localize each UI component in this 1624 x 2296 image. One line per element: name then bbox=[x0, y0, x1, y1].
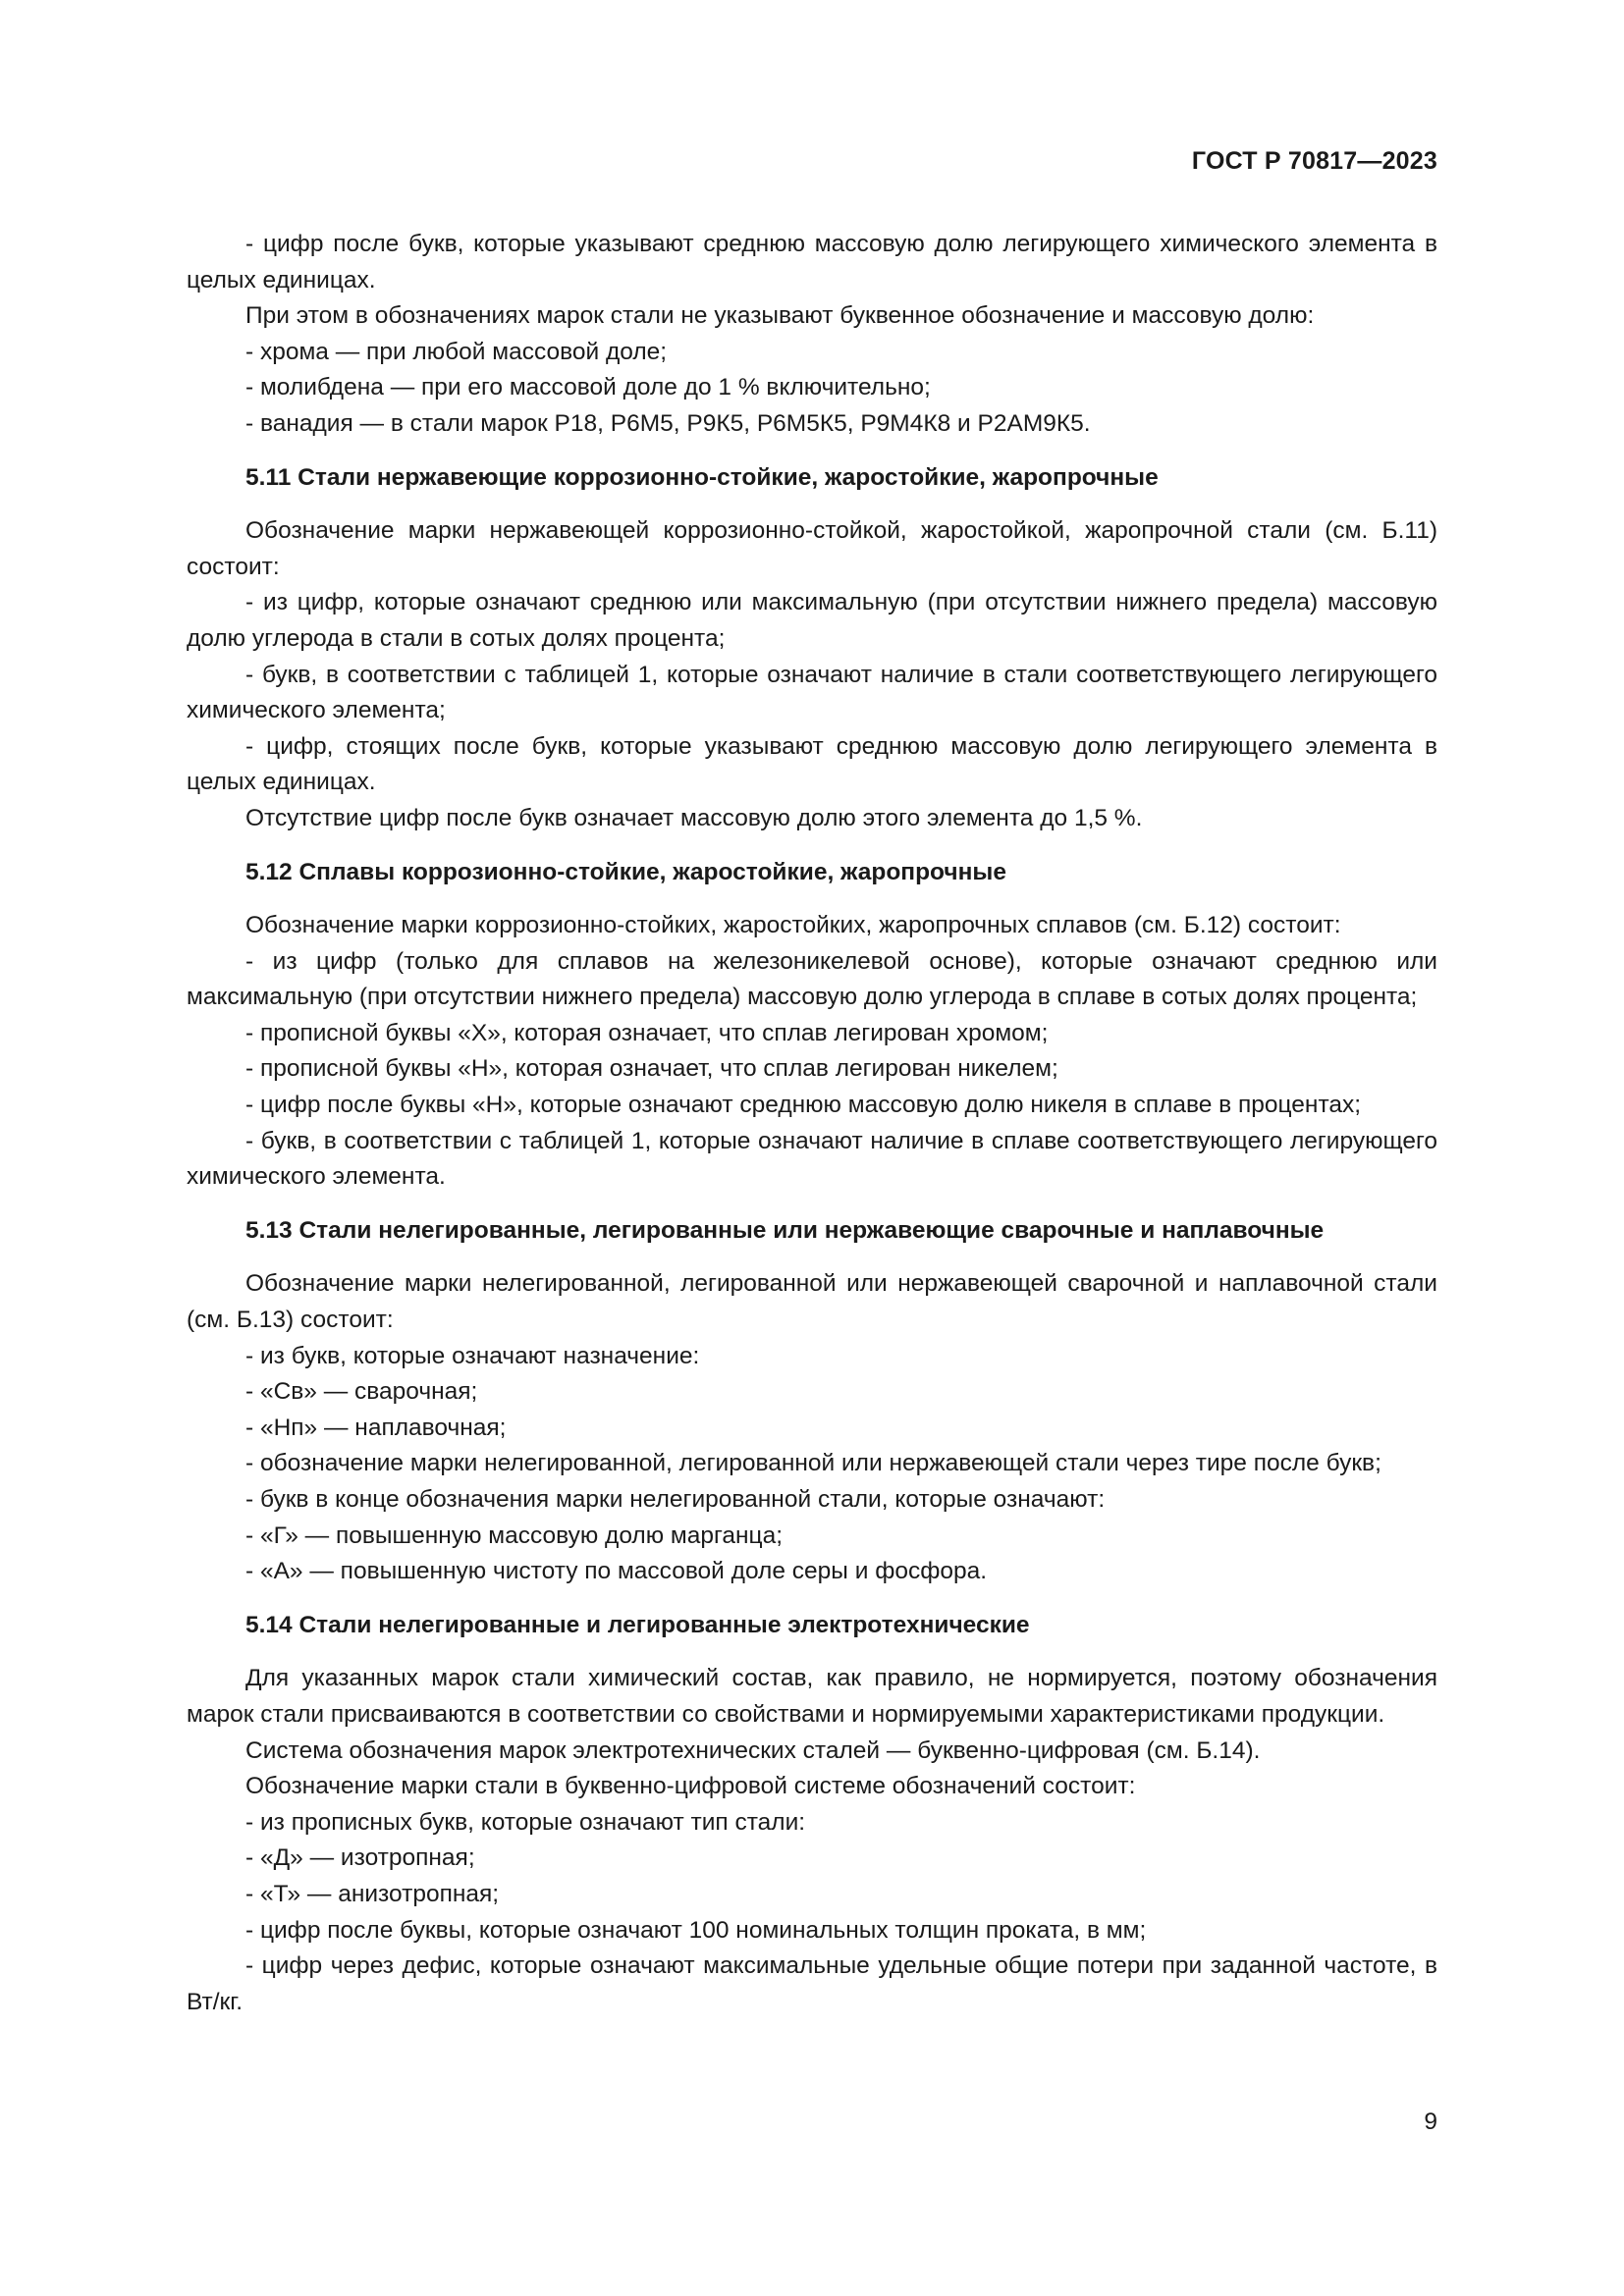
paragraph: - цифр после букв, которые указывают среднюю массовую долю легирующего химического элемента в целых единицах. bbox=[187, 231, 1437, 294]
paragraph: - букв в конце обозначения марки нелегированной стали, которые означают: bbox=[245, 1486, 1106, 1513]
paragraph: - «Д» — изотропная; bbox=[245, 1844, 475, 1872]
document-header-id: ГОСТ Р 70817—2023 bbox=[1191, 147, 1437, 175]
paragraph: - прописной буквы «Н», которая означает, что сплав легирован никелем; bbox=[245, 1055, 1058, 1083]
paragraph: - «Нп» — наплавочная; bbox=[245, 1414, 507, 1441]
paragraph: - «Т» — анизотропная; bbox=[245, 1880, 500, 1907]
section-heading: 5.14 Стали нелегированные и легированные электротехнические bbox=[245, 1611, 1030, 1638]
paragraph: - из цифр, которые означают среднюю или максимальную (при отсутствии нижнего предела) массовую долю углерода в стали в сотых долях процента; bbox=[187, 589, 1437, 652]
paragraph: - букв, в соответствии с таблицей 1, которые означают наличие в сплаве соответствующего легирующего химического элемента. bbox=[187, 1127, 1437, 1191]
page-number: 9 bbox=[1424, 2109, 1437, 2135]
paragraph: При этом в обозначениях марок стали не указывают буквенное обозначение и массовую долю: bbox=[245, 302, 1315, 330]
paragraph: - цифр после буквы «Н», которые означают среднюю массовую долю никеля в сплаве в процентах; bbox=[245, 1092, 1362, 1119]
document-body bbox=[187, 227, 1437, 2020]
paragraph: - «Г» — повышенную массовую долю марганца; bbox=[245, 1522, 784, 1549]
section-heading: 5.13 Стали нелегированные, легированные или нержавеющие сварочные и наплавочные bbox=[245, 1216, 1325, 1244]
paragraph: - из цифр (только для сплавов на железоникелевой основе), которые означают среднюю или максимальную (при отсутствии нижнего предела) массовую долю углерода в сплаве в сотых долях процента; bbox=[187, 947, 1437, 1011]
paragraph: - из прописных букв, которые означают тип стали: bbox=[245, 1808, 806, 1836]
paragraph: - обозначение марки нелегированной, легированной или нержавеющей стали через тире после букв; bbox=[245, 1450, 1381, 1477]
paragraph: Обозначение марки стали в буквенно-цифровой системе обозначений состоит: bbox=[245, 1773, 1136, 1800]
paragraph: - прописной буквы «Х», которая означает, что сплав легирован хромом; bbox=[245, 1019, 1049, 1046]
paragraph: Обозначение марки коррозионно-стойких, жаростойких, жаропрочных сплавов (см. Б.12) состоит: bbox=[245, 912, 1341, 939]
paragraph: - цифр через дефис, которые означают максимальные удельные общие потери при заданной частоте, в Вт/кг. bbox=[187, 1952, 1437, 2015]
paragraph: Отсутствие цифр после букв означает массовую долю этого элемента до 1,5 %. bbox=[245, 804, 1143, 831]
paragraph: - из букв, которые означают назначение: bbox=[245, 1342, 700, 1369]
paragraph: Обозначение марки нержавеющей коррозионно-стойкой, жаростойкой, жаропрочной стали (см. Б.11) состоит: bbox=[187, 517, 1437, 580]
paragraph: - ванадия — в стали марок Р18, Р6М5, Р9К5, Р6М5К5, Р9М4К8 и Р2АМ9К5. bbox=[245, 409, 1091, 437]
paragraph: - букв, в соответствии с таблицей 1, которые означают наличие в стали соответствующего легирующего химического элемента; bbox=[187, 661, 1437, 724]
paragraph: - хрома — при любой массовой доле; bbox=[245, 338, 668, 365]
paragraph: - «Св» — сварочная; bbox=[245, 1378, 478, 1406]
paragraph: Обозначение марки нелегированной, легированной или нержавеющей сварочной и наплавочной стали (см. Б.13) состоит: bbox=[187, 1270, 1437, 1334]
paragraph: - цифр после буквы, которые означают 100 номинальных толщин проката, в мм; bbox=[245, 1916, 1147, 1944]
paragraph: - молибдена — при его массовой доле до 1 % включительно; bbox=[245, 374, 931, 401]
paragraph: Система обозначения марок электротехнических сталей — буквенно-цифровая (см. Б.14). bbox=[245, 1736, 1261, 1764]
section-heading: 5.12 Сплавы коррозионно-стойкие, жаростойкие, жаропрочные bbox=[245, 858, 1006, 885]
section-heading: 5.11 Стали нержавеющие коррозионно-стойкие, жаростойкие, жаропрочные bbox=[245, 463, 1159, 491]
paragraph: - «А» — повышенную чистоту по массовой доле серы и фосфора. bbox=[245, 1558, 988, 1585]
paragraph: - цифр, стоящих после букв, которые указывают среднюю массовую долю легирующего элемента в целых единицах. bbox=[187, 732, 1437, 796]
paragraph: Для указанных марок стали химический состав, как правило, не нормируется, поэтому обозначения марок стали присваиваются в соответствии со свойствами и нормируемыми характеристиками продукции. bbox=[187, 1665, 1437, 1728]
